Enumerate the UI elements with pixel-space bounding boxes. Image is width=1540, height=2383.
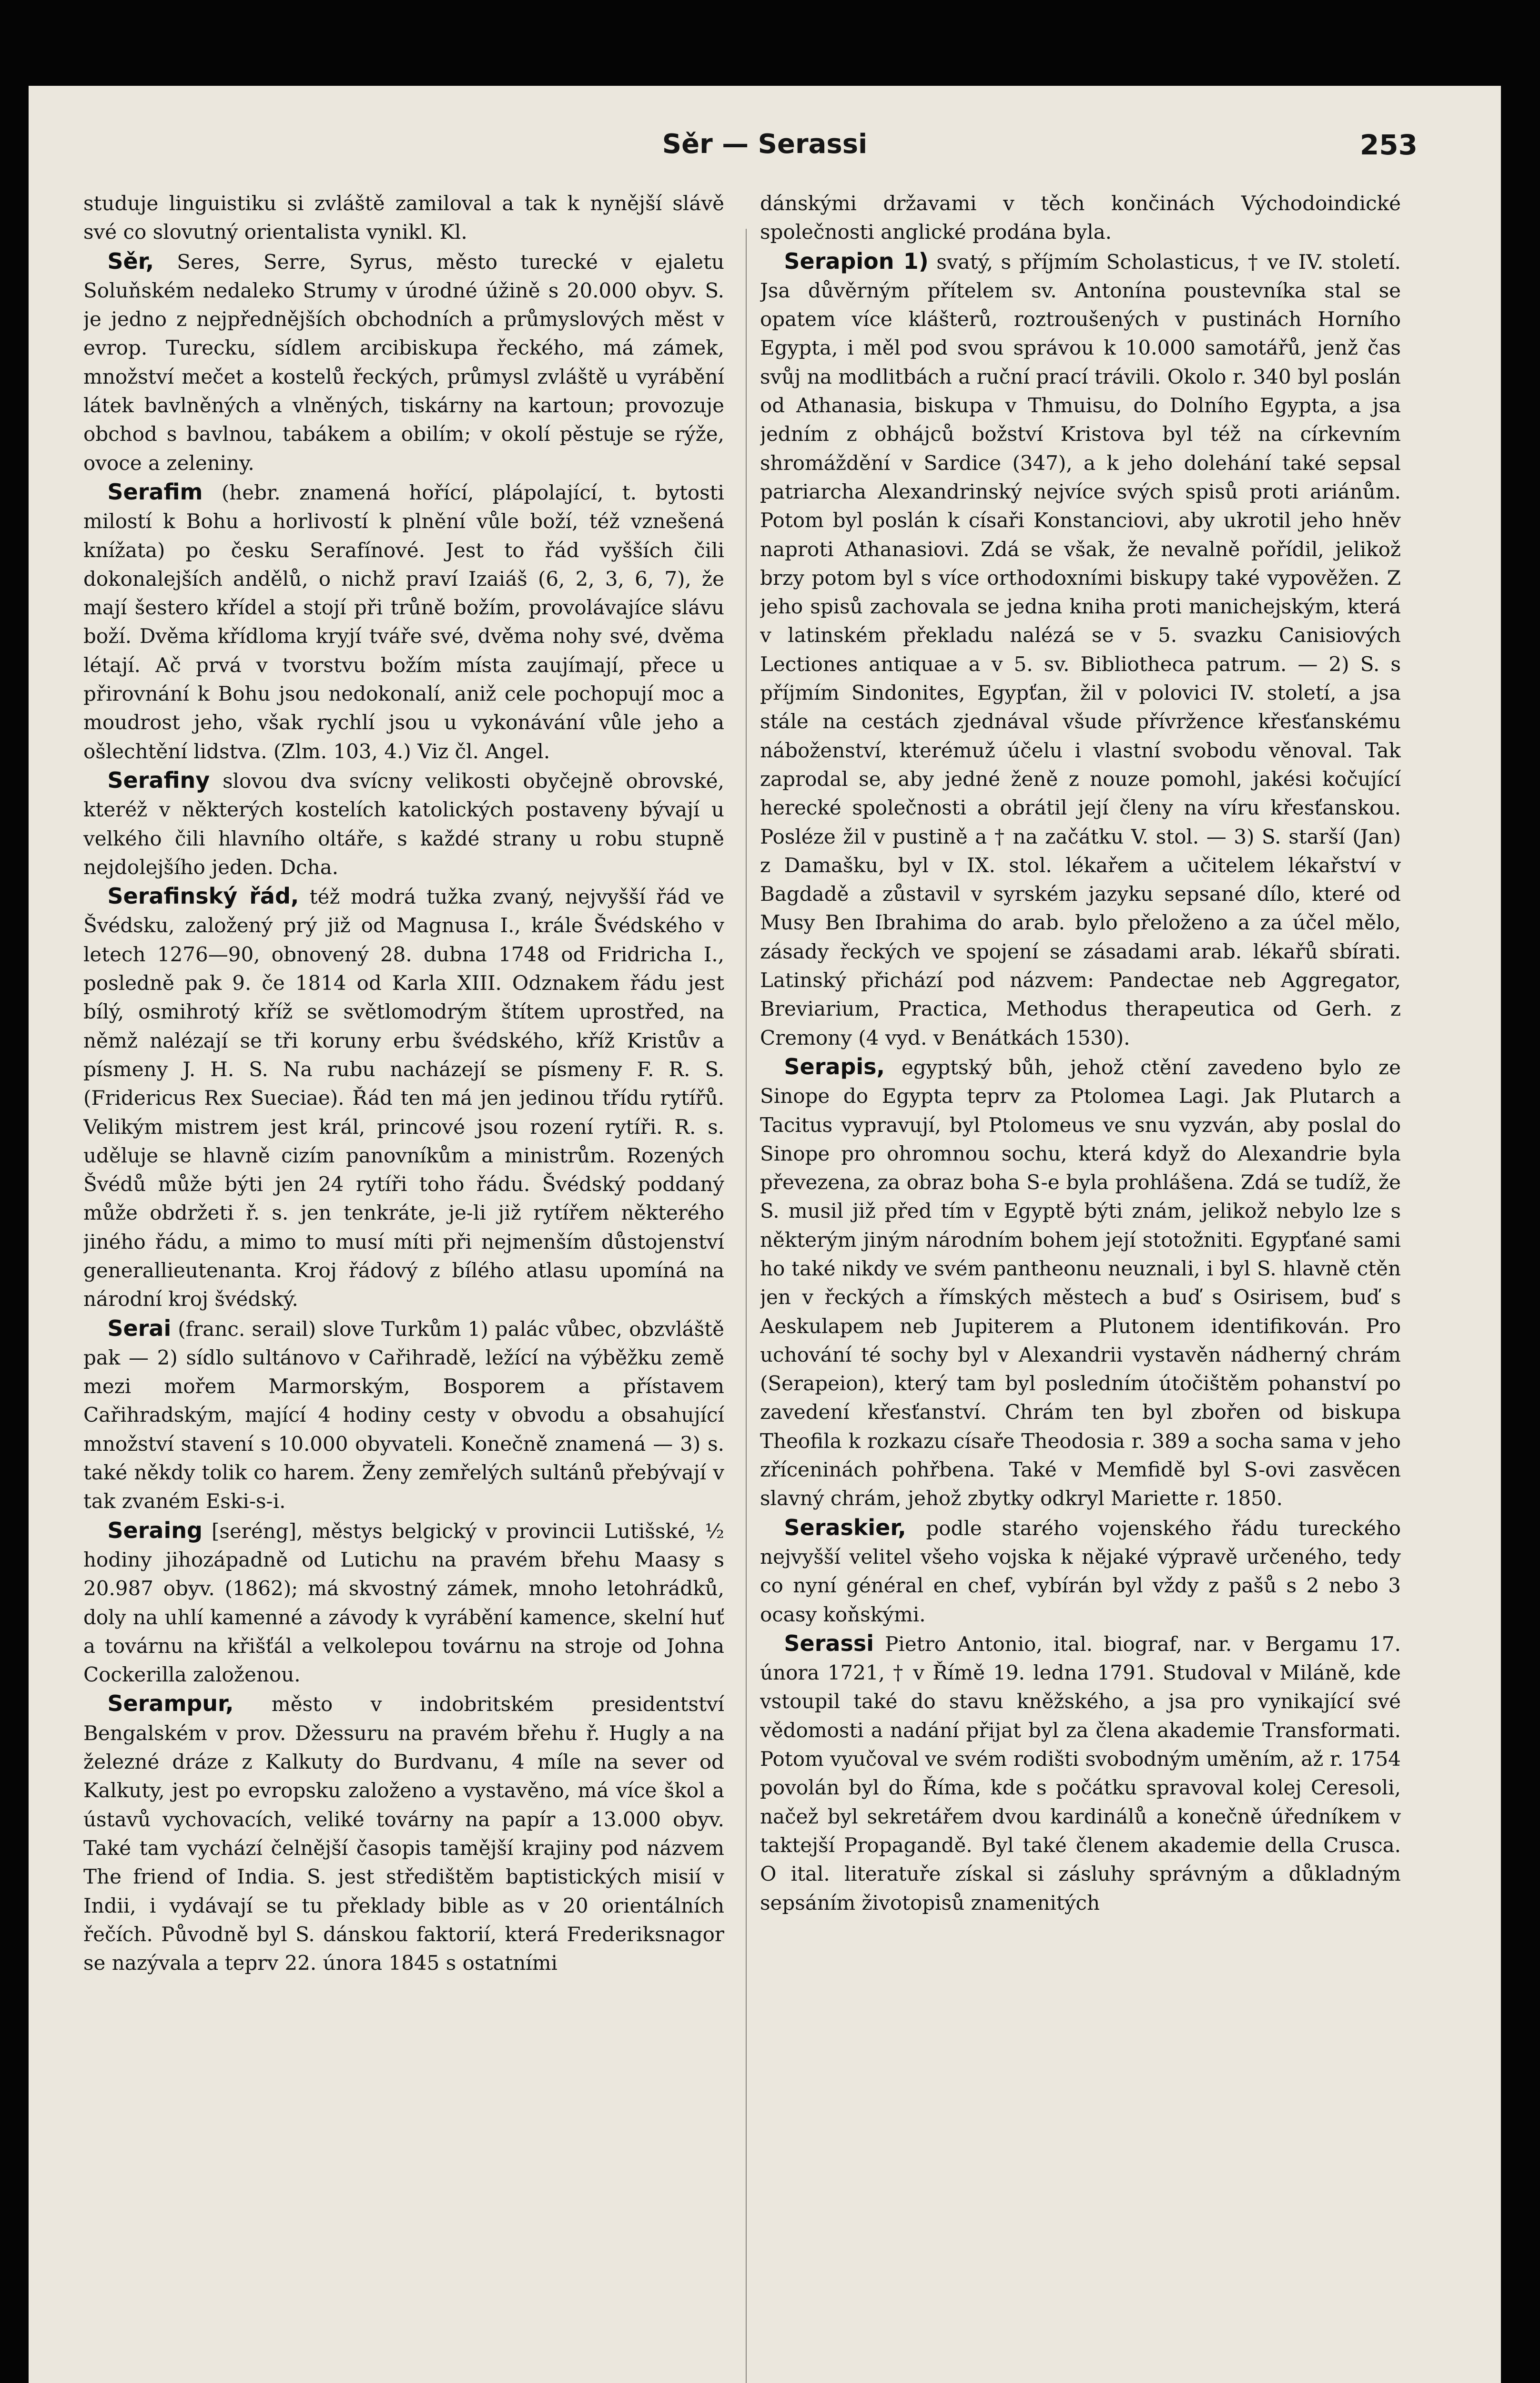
- entry-continuation: [83, 188, 724, 247]
- entry-headword: Serafinský řád,: [107, 883, 299, 909]
- entry-serampur: [83, 1689, 724, 1977]
- entry-serapion: [760, 247, 1401, 1052]
- page-number: 253: [1359, 129, 1418, 161]
- entry-ser: [83, 247, 724, 478]
- entry-headword: Serai: [107, 1315, 172, 1341]
- entry-text: svatý, s příjmím Scholasticus, † ve IV. století. Jsa důvěrným přítelem sv. Antonína poustevníka stal se opatem více klášterů, roztroušených v pustinách Horního Egypta, i měl pod svou správou k 10.000 samotářů, jenž čas svůj na modlitbách a ruční prací trávili. Okolo r. 340 byl poslán od Athanasia, biskupa v Thmuisu, do Dolního Egypta, a jsa jedním z obhájců božství Kristova byl též na církevním shromáždění v Sardice (347), a k jeho dolehání také sepsal patriarcha Alexandrinský nejvíce svých spisů proti ariánům. Potom byl poslán k císaři Konstanciovi, aby ukrotil jeho hněv naproti Athanasiovi. Zdá se však, že nevalně pořídil, jelikož brzy potom byl s více orthodoxními biskupy také vypověžen. Z jeho spisů zachovala se jedna kniha proti manichejským, která v latinském překladu nalézá se v 5. svazku Canisiových Lectiones antiquae a v 5. sv. Bibliotheca patrum. — 2) S. s příjmím Sindonites, Egypťan, žil v polovici IV. století, a jsa stále na cestách zjednával všude přívržence křesťanskému náboženství, kterémuž účelu i vlastní svobodu věnoval. Tak zaprodal se, aby jedné ženě z nouze pomohl, jakési kočující herecké společnosti a obrátil její členy na víru křesťanskou. Posléze žil v pustině a † na začátku V. stol. — 3) S. starší (Jan) z Damašku, byl v IX. stol. lékařem a učitelem lékařství v Bagdadě a zůstavil v syrském jazyku sepsané dílo, které od Musy Ben Ibrahima do arab. bylo přeloženo a za účel mělo, zásady řeckých ve spojení se zásadami arab. lékařů sbírati. Latinský přichází pod názvem: Pandectae neb Aggregator, Breviarium, Practica, Methodus therapeutica od Gerh. z Cremony (4 vyd. v Benátkách 1530).: [760, 250, 1401, 1049]
- entry-text: dánskými državami v těch končinách Východoindické společnosti anglické prodána byla.: [760, 192, 1401, 244]
- entry-text: (franc. serail) slove Turkům 1) palác vůbec, obzvláště pak — 2) sídlo sultánovo v Cařihradě, ležící na výběžku země mezi mořem Marmorským, Bosporem a přístavem Cařihradským, mající 4 hodiny cesty v obvodu a obsahující množství stavení s 10.000 obyvateli. Konečně znamená — 3) s. také někdy tolik co harem. Ženy zemřelých sultánů přebývají v tak zvaném Eski-s-i.: [83, 1317, 724, 1513]
- entry-headword: Serafiny: [107, 767, 210, 793]
- entry-text: Pietro Antonio, ital. biograf, nar. v Bergamu 17. února 1721, † v Římě 19. ledna 1791. Studoval v Miláně, kde vstoupil také do stavu kněžského, a jsa pro vynikající své vědomosti a nadání přijat byl za člena akademie Transformati. Potom vyučoval ve svém rodišti svobodným uměním, až r. 1754 povolán byl do Říma, kde s počátku spravoval kolej Ceresoli, načež byl sekretářem dvou kardinálů a konečně úředníkem v taktejší Propagandě. Byl také členem akademie della Crusca. O ital. literatuře získal si zásluhy správným a důkladným sepsáním životopisů znamenitých: [760, 1632, 1401, 1915]
- entry-text: studuje linguistiku si zvláště zamiloval a tak k nynější slávě své co slovutný orientalista vynikl. Kl.: [83, 192, 724, 244]
- left-column: [83, 188, 724, 2383]
- entry-headword: Serapion 1): [784, 248, 929, 274]
- entry-serafim: [83, 478, 724, 766]
- dictionary-page: [29, 86, 1501, 2383]
- entry-headword: Serafim: [107, 479, 203, 505]
- entry-seraskier: [760, 1513, 1401, 1629]
- entry-text: egyptský bůh, jehož ctění zavedeno bylo ze Sinope do Egypta teprv za Ptolomea Lagi. Jak Plutarch a Tacitus vypravují, byl Ptolomeus ve snu vyzván, aby poslal do Sinope pro ohromnou sochu, která když do Alexandrie byla převezena, za obraz boha S-e byla prohlášena. Zdá se tudíž, že S. musil již před tím v Egyptě býti znám, jelikož nebylo lze s některým jiným národním bohem její stotožniti. Egypťané sami ho také nikdy ve svém pantheonu neuznali, i byl S. hlavně ctěn jen v řeckých a římských městech a buď s Osirisem, buď s Aeskulapem neb Jupiterem a Plutonem identifikován. Pro uchování té sochy byl v Alexandrii vystavěn nádherný chrám (Serapeion), který tam byl posledním útočištěm pohanství po zavedení křesťanství. Chrám ten byl zbořen od biskupa Theofila k rozkazu císaře Theodosia r. 389 a socha sama v jeho zříceninách pohřbena. Také v Memfidě byl S-ovi zasvěcen slavný chrám, jehož zbytky odkryl Mariette r. 1850.: [760, 1055, 1401, 1510]
- entry-headword: Sěr,: [107, 248, 154, 274]
- entry-serapis: [760, 1052, 1401, 1513]
- entry-text: též modrá tužka zvaný, nejvyšší řád ve Švédsku, založený prý již od Magnusa I., krále Švédského v letech 1276—90, obnovený 28. dubna 1748 od Fridricha I., posledně pak 9. če 1814 od Karla XIII. Odznakem řádu jest bílý, osmihrotý kříž se světlomodrým štítem uprostřed, na němž nalézají se tři koruny erbu švédského, kříž Kristův a písmeny J. H. S. Na rubu nacházejí se písmeny F. R. S. (Fridericus Rex Sueciae). Řád ten má jen jedinou třídu rytířů. Velikým mistrem jest král, princové jsou rození rytíři. R. s. uděluje se hlavně cizím panovníkům a ministrům. Rozených Švédů může býti jen 24 rytíři toho řádu. Švédský poddaný může obdržeti ř. s. jen tenkráte, je-li již rytířem některého jiného řádu, a mimo to musí míti při nejmenším důstojenství generallieutenanta. Kroj řádový z bílého atlasu upomíná na národní kroj švédský.: [83, 885, 724, 1311]
- page-header: [29, 119, 1501, 181]
- entry-serai: [83, 1314, 724, 1516]
- entry-text: podle starého vojenského řádu tureckého nejvyšší velitel všeho vojska k nějaké výpravě určeného, tedy co nyní général en chef, vybírán byl vždy z pašů s 2 nebo 3 ocasy koňskými.: [760, 1516, 1401, 1626]
- entry-serafiny: [83, 766, 724, 882]
- right-column: [760, 188, 1401, 2383]
- entry-text: slovou dva svícny velikosti obyčejně obrovské, kteréž v některých kostelích katolických postaveny bývají u velkého čili hlavního oltáře, s každé strany u robu stupně nejdolejšího jeden. Dcha.: [83, 769, 724, 879]
- running-title: Sěr — Serassi: [662, 129, 868, 160]
- entry-text: [seréng], městys belgický v provincii Lutišské, ½ hodiny jihozápadně od Lutichu na pravém břehu Maasy s 20.987 obyv. (1862); má skvostný zámek, mnoho letohrádků, doly na uhlí kamenné a závody k vyrábění kamence, skelní huť a továrnu na křišťál a velkolepou továrnu na stroje od Johna Cockerilla založenou.: [83, 1519, 724, 1687]
- entry-continuation: [760, 188, 1401, 247]
- entry-headword: Seraing: [107, 1517, 203, 1543]
- entry-text: Seres, Serre, Syrus, město turecké v ejaletu Soluňském nedaleko Strumy v úrodné úžině s 20.000 obyv. S. je jedno z nejpřednějších obchodních a průmyslových měst v evrop. Turecku, sídlem arcibiskupa řeckého, má zámek, množství mečet a kostelů řeckých, průmysl zvláště u vyrábění látek bavlněných a vlněných, tiskárny na kartoun; provozuje obchod s bavlnou, tabákem a obilím; v okolí pěstuje se rýže, ovoce a zeleniny.: [83, 250, 724, 475]
- column-divider: [746, 229, 747, 2383]
- entry-text: (hebr. znamená hořící, plápolající, t. bytosti milostí k Bohu a horlivostí k plnění vůle boží, též vznešená knížata) po česku Serafínové. Jest to řád vyšších čili dokonalejších andělů, o nichž praví Izaiáš (6, 2, 3, 6, 7), že mají šestero křídel a stojí při trůně božím, provolávajíce slávu boží. Dvěma křídloma kryjí tváře své, dvěma nohy své, dvěma létají. Ač prvá v tvorstvu božím místa zaujímají, přece u přirovnání k Bohu jsou nedokonalí, aniž cele pochopují moc a moudrost jeho, však rychlí jsou u vykonávání vůle jeho a ošlechtění lidstva. (Zlm. 103, 4.) Viz čl. Angel.: [83, 480, 724, 763]
- entry-serafinsky-rad: [83, 882, 724, 1314]
- entry-headword: Serassi: [784, 1630, 874, 1656]
- entry-headword: Seraskier,: [784, 1514, 906, 1540]
- entry-seraing: [83, 1516, 724, 1690]
- entry-headword: Serampur,: [107, 1691, 234, 1717]
- entry-serassi: [760, 1629, 1401, 1917]
- entry-text: město v indobritském presidentství Bengalském v prov. Džessuru na pravém břehu ř. Hugly a na železné dráze z Kalkuty do Burdvanu, 4 míle na sever od Kalkuty, jest po evropsku založeno a vystavěno, má více škol a ústavů vychovacích, veliké továrny na papír a 13.000 obyv. Také tam vychází čelnější časopis tamější krajiny pod názvem The friend of India. S. jest středištěm baptistických misií v Indii, i vydávají se tu překlady bible as v 20 orientálních řečích. Původně byl S. dánskou faktorií, která Frederiksnagor se nazývala a teprv 22. února 1845 s ostatními: [83, 1692, 724, 1975]
- entry-headword: Serapis,: [784, 1053, 885, 1079]
